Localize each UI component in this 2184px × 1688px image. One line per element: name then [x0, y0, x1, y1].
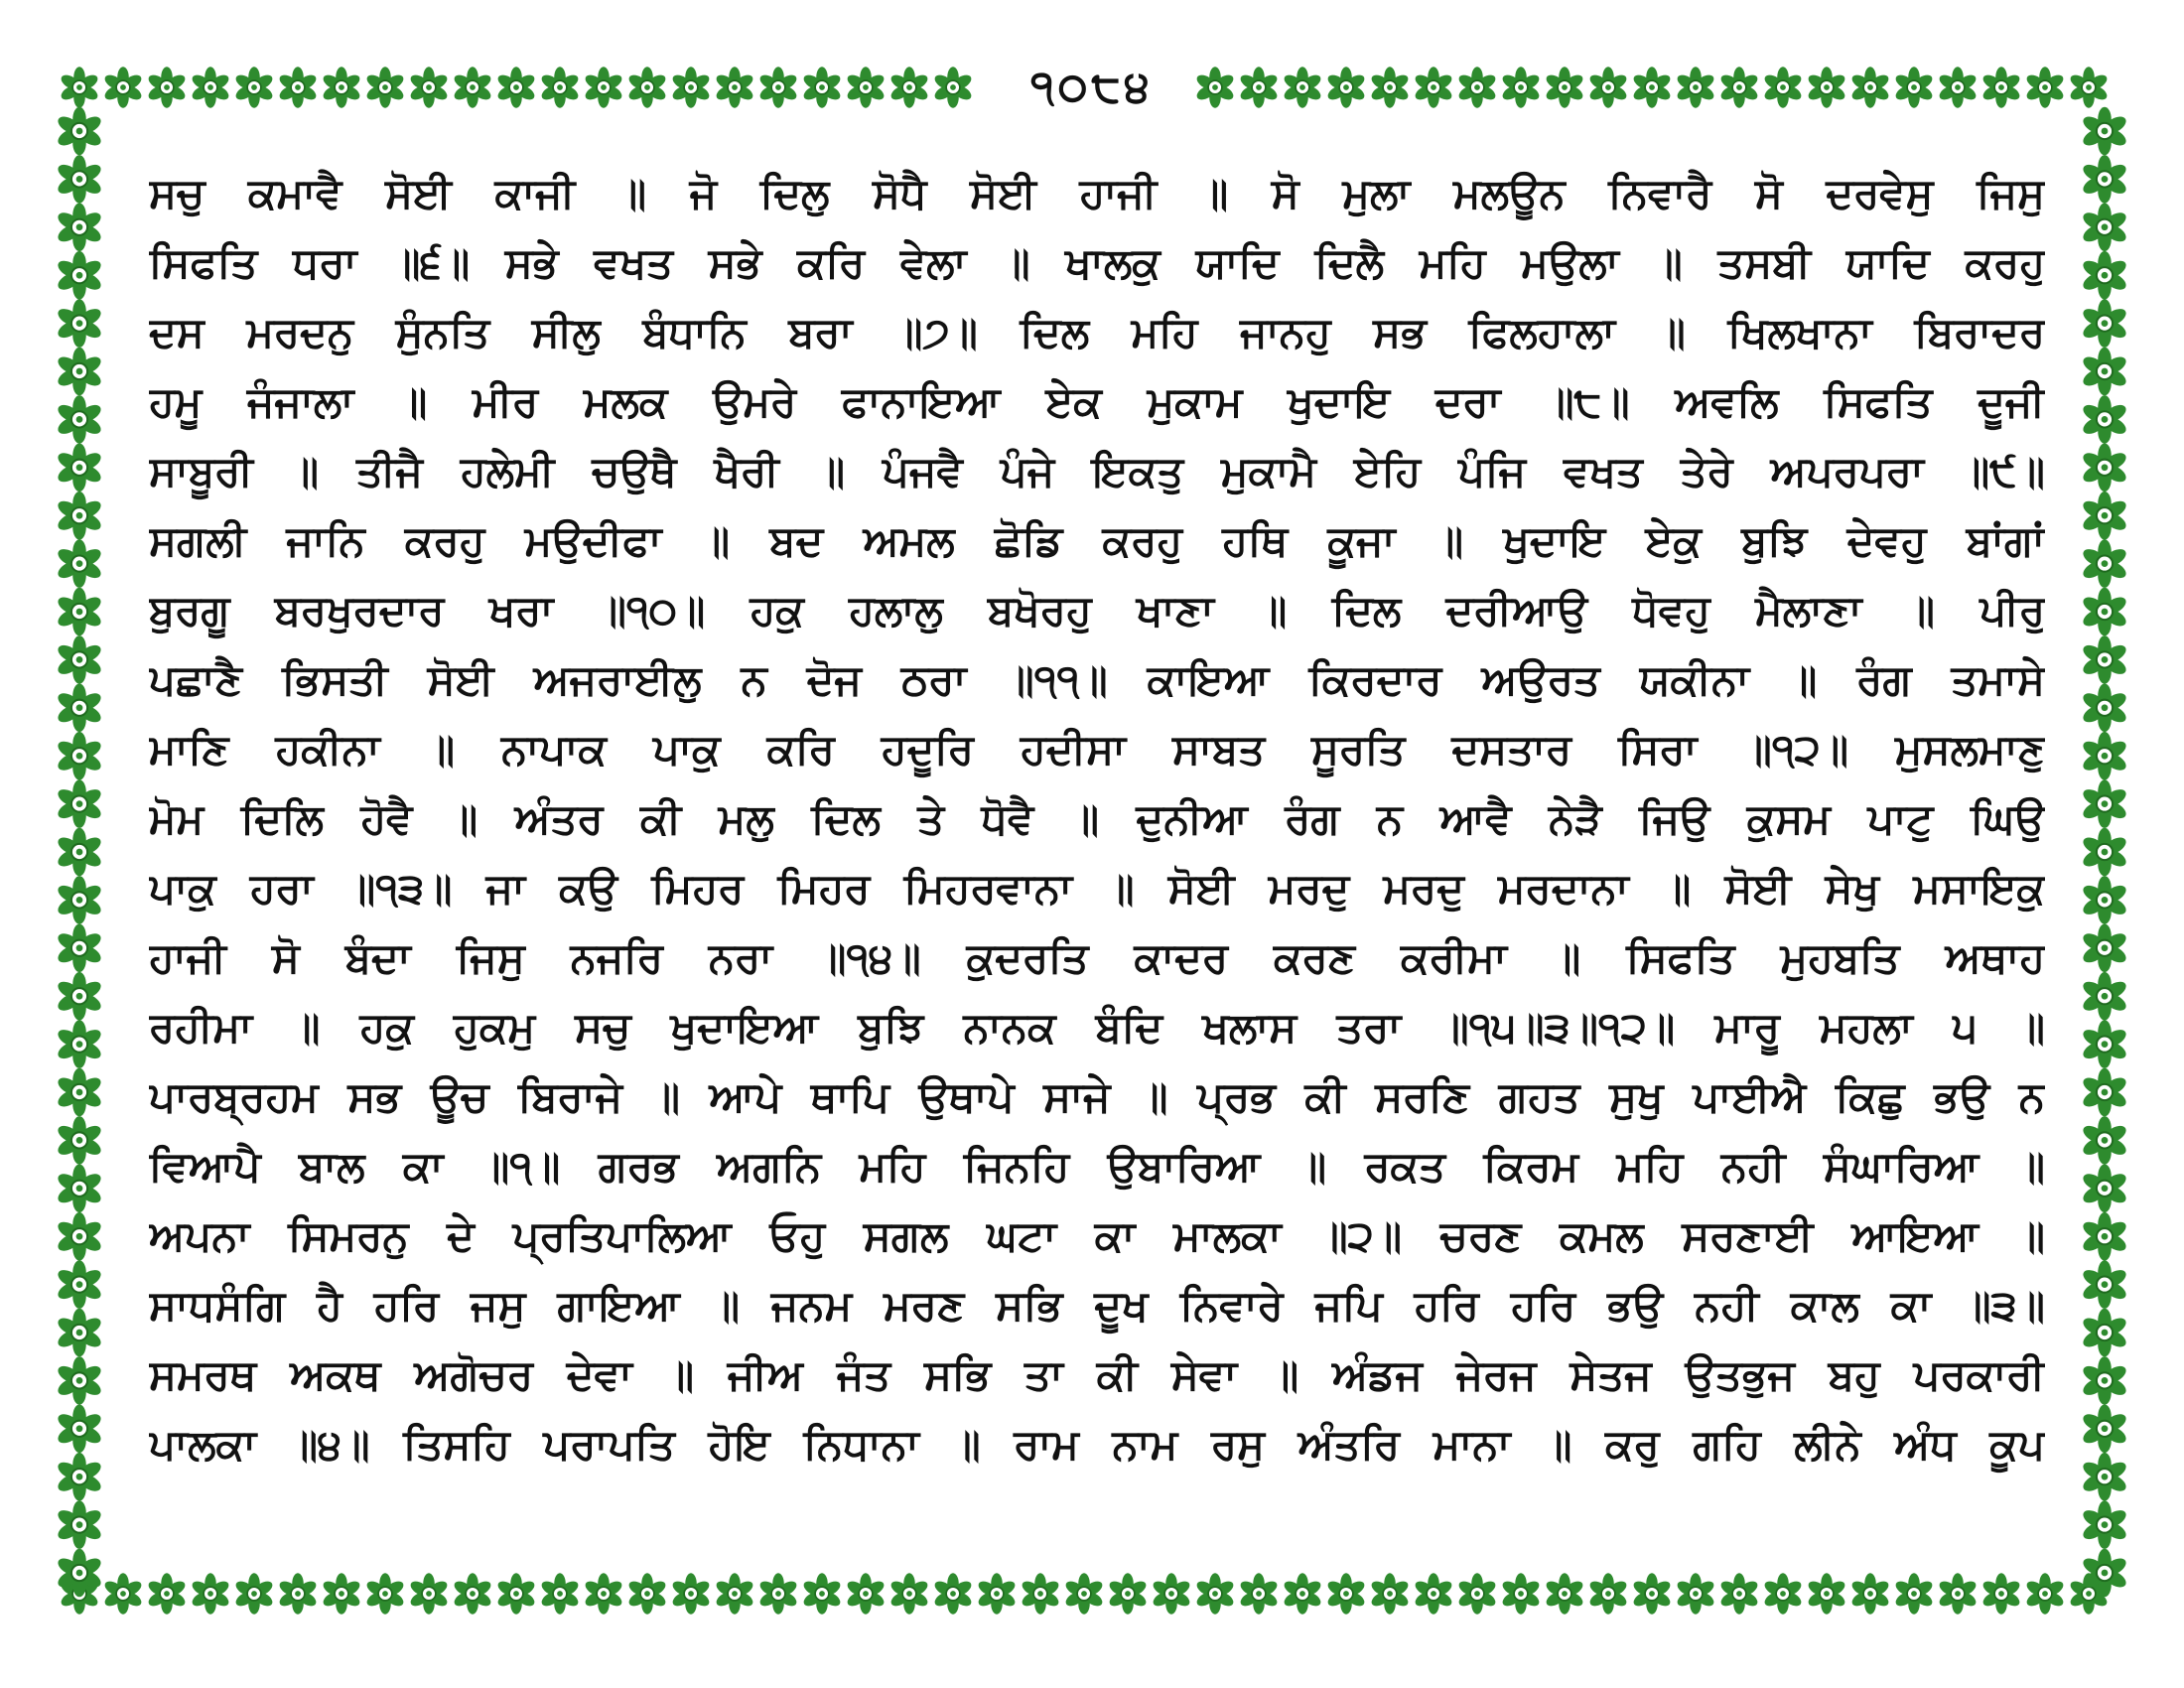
flower-icon: [56, 1020, 104, 1068]
flower-icon: [888, 1573, 930, 1614]
flower-icon: [2081, 1165, 2129, 1213]
flower-icon: [845, 1573, 887, 1614]
flower-icon: [539, 67, 581, 107]
flower-icon: [56, 1116, 104, 1165]
flower-icon: [56, 107, 104, 156]
flower-icon: [56, 828, 104, 877]
text-line: ਮੋਮ ਦਿਲਿ ਹੋਵੈ ॥ ਅੰਤਰ ਕੀ ਮਲੁ ਦਿਲ ਤੇ ਧੋਵੈ ॥ ਦੁਨੀਆ ਰੰਗ ਨ ਆਵੈ ਨੇੜੈ ਜਿਉ ਕੁਸਮ ਪਾਟੁ ਘਿਉ: [149, 794, 2045, 843]
flower-icon: [2081, 1309, 2129, 1357]
flower-icon: [56, 588, 104, 636]
flower-icon: [1937, 1573, 1979, 1614]
flower-icon: [1718, 67, 1760, 107]
flower-icon: [714, 67, 755, 107]
flower-icon: [1063, 1573, 1105, 1614]
flower-icon: [2081, 1068, 2129, 1117]
flower-icon: [452, 67, 493, 107]
flower-icon: [102, 67, 144, 107]
flower-icon: [1675, 67, 1716, 107]
flower-icon: [56, 972, 104, 1021]
flower-icon: [277, 67, 319, 107]
flower-icon: [2081, 1356, 2129, 1405]
flower-icon: [888, 67, 930, 107]
flower-icon: [757, 1573, 799, 1614]
flower-icon: [2068, 67, 2110, 107]
flower-icon: [2024, 1573, 2066, 1614]
flower-icon: [56, 444, 104, 492]
text-line: ਰਹੀਮਾ ॥ ਹਕੁ ਹੁਕਮੁ ਸਚੁ ਖੁਦਾਇਆ ਬੁਝਿ ਨਾਨਕ ਬੰਦਿ ਖਲਾਸ ਤਰਾ ॥੧੫॥੩॥੧੨॥ ਮਾਰੂ ਮਹਲਾ ੫ ॥: [149, 1003, 2045, 1052]
flower-icon: [364, 1573, 406, 1614]
text-line: ਸਾਧਸੰਗਿ ਹੈ ਹਰਿ ਜਸੁ ਗਾਇਆ ॥ ਜਨਮ ਮਰਣ ਸਭਿ ਦੂਖ ਨਿਵਾਰੇ ਜਪਿ ਹਰਿ ਹਰਿ ਭਉ ਨਹੀ ਕਾਲ ਕਾ ॥੩॥: [149, 1281, 2045, 1330]
flower-icon: [2081, 1453, 2129, 1501]
flower-icon: [59, 67, 100, 107]
flower-icon: [56, 1405, 104, 1454]
flower-icon: [1849, 67, 1891, 107]
flower-icon: [452, 1573, 493, 1614]
flower-icon: [2081, 684, 2129, 733]
flower-icon: [1937, 67, 1979, 107]
flower-icon: [408, 1573, 450, 1614]
flower-icon: [233, 67, 275, 107]
flower-icon: [932, 67, 974, 107]
flower-icon: [56, 492, 104, 540]
flower-icon: [1325, 67, 1367, 107]
flower-icon: [56, 204, 104, 252]
flower-icon: [1544, 1573, 1585, 1614]
flower-icon: [2081, 635, 2129, 684]
flower-icon: [1849, 1573, 1891, 1614]
flower-icon: [495, 1573, 537, 1614]
flower-icon: [233, 1573, 275, 1614]
flower-icon: [56, 1356, 104, 1405]
flower-icon: [932, 1573, 974, 1614]
text-line: ਪਛਾਣੈ ਭਿਸਤੀ ਸੋਈ ਅਜਰਾਈਲੁ ਨ ਦੋਜ ਠਰਾ ॥੧੧॥ ਕਾਇਆ ਕਿਰਦਾਰ ਅਉਰਤ ਯਕੀਨਾ ॥ ਰੰਗ ਤਮਾਸੇ: [149, 655, 2045, 704]
flower-icon: [1544, 67, 1585, 107]
flower-icon: [56, 876, 104, 924]
flower-icon: [56, 1212, 104, 1261]
flower-icon: [56, 348, 104, 396]
text-line: ਵਿਆਪੈ ਬਾਲ ਕਾ ॥੧॥ ਗਰਭ ਅਗਨਿ ਮਹਿ ਜਿਨਹਿ ਉਬਾਰਿਆ ॥ ਰਕਤ ਕਿਰਮ ਮਹਿ ਨਹੀ ਸੰਘਾਰਿਆ ॥: [149, 1142, 2045, 1191]
flower-icon: [146, 1573, 188, 1614]
text-line: ਬੁਰਗੂ ਬਰਖੁਰਦਾਰ ਖਰਾ ॥੧੦॥ ਹਕੁ ਹਲਾਲੁ ਬਖੋਰਹੁ ਖਾਣਾ ॥ ਦਿਲ ਦਰੀਆਉ ਧੋਵਹੁ ਮੈਲਾਣਾ ॥ ਪੀਰੁ: [149, 586, 2045, 634]
flower-icon: [364, 67, 406, 107]
flower-icon: [1980, 1573, 2022, 1614]
flower-icon: [2081, 444, 2129, 492]
flower-icon: [1456, 1573, 1498, 1614]
text-line: ਪਾਰਬ੍ਰਹਮ ਸਭ ਊਚ ਬਿਰਾਜੇ ॥ ਆਪੇ ਥਾਪਿ ਉਥਾਪੇ ਸਾਜੇ ॥ ਪ੍ਰਭ ਕੀ ਸਰਣਿ ਗਹਤ ਸੁਖੁ ਪਾਈਐ ਕਿਛੁ ਭਉ ਨ: [149, 1072, 2045, 1121]
flower-icon: [626, 1573, 668, 1614]
flower-icon: [56, 539, 104, 588]
flower-icon: [2081, 779, 2129, 828]
flower-icon: [2081, 732, 2129, 780]
flower-icon: [321, 1573, 362, 1614]
flower-icon: [1631, 1573, 1673, 1614]
flower-icon: [801, 1573, 843, 1614]
flower-icon: [2081, 972, 2129, 1021]
text-line: ਪਾਕੁ ਹਰਾ ॥੧੩॥ ਜਾ ਕਉ ਮਿਹਰ ਮਿਹਰ ਮਿਹਰਵਾਨਾ ॥ ਸੋਈ ਮਰਦੁ ਮਰਦੁ ਮਰਦਾਨਾ ॥ ਸੋਈ ਸੇਖੁ ਮਸਾਇਕੁ: [149, 864, 2045, 913]
page-number: ੧੦੮੪: [1003, 58, 1181, 117]
flower-icon: [56, 155, 104, 204]
flower-icon: [1413, 67, 1454, 107]
flower-icon: [2024, 67, 2066, 107]
flower-icon: [2081, 539, 2129, 588]
flower-icon: [2081, 155, 2129, 204]
flower-icon: [2081, 251, 2129, 300]
flower-icon: [1718, 1573, 1760, 1614]
flower-icon: [670, 67, 712, 107]
flower-icon: [1500, 67, 1542, 107]
text-line: ਸਿਫਤਿ ਧਰਾ ॥੬॥ ਸਭੇ ਵਖਤ ਸਭੇ ਕਰਿ ਵੇਲਾ ॥ ਖਾਲਕੁ ਯਾਦਿ ਦਿਲੈ ਮਹਿ ਮਉਲਾ ॥ ਤਸਬੀ ਯਾਦਿ ਕਰਹੁ: [149, 238, 2045, 287]
text-line: ਮਾਣਿ ਹਕੀਨਾ ॥ ਨਾਪਾਕ ਪਾਕੁ ਕਰਿ ਹਦੂਰਿ ਹਦੀਸਾ ਸਾਬਤ ਸੂਰਤਿ ਦਸਤਾਰ ਸਿਰਾ ॥੧੨॥ ਮੁਸਲਮਾਣੁ: [149, 725, 2045, 774]
flower-icon: [56, 1549, 104, 1598]
flower-icon: [56, 684, 104, 733]
flower-icon: [670, 1573, 712, 1614]
flower-icon: [2081, 348, 2129, 396]
flower-icon: [1413, 1573, 1454, 1614]
text-line: ਸਾਬੂਰੀ ॥ ਤੀਜੈ ਹਲੇਮੀ ਚਉਥੈ ਖੈਰੀ ॥ ਪੰਜਵੈ ਪੰਜੇ ਇਕਤੁ ਮੁਕਾਮੈ ਏਹਿ ਪੰਜਿ ਵਖਤ ਤੇਰੇ ਅਪਰਪਰਾ ॥੯॥: [149, 447, 2045, 495]
flower-icon: [583, 1573, 624, 1614]
flower-icon: [714, 1573, 755, 1614]
flower-icon: [1762, 1573, 1804, 1614]
flower-icon: [845, 67, 887, 107]
flower-icon: [1806, 67, 1847, 107]
flower-icon: [321, 67, 362, 107]
flower-icon: [976, 1573, 1018, 1614]
flower-icon: [1980, 67, 2022, 107]
flower-icon: [56, 299, 104, 348]
flower-icon: [190, 67, 231, 107]
flower-icon: [2081, 1405, 2129, 1454]
flower-icon: [2081, 1500, 2129, 1549]
flower-icon: [1631, 67, 1673, 107]
flower-icon: [1194, 1573, 1236, 1614]
flower-icon: [1893, 1573, 1935, 1614]
flower-icon: [56, 779, 104, 828]
text-line: ਪਾਲਕਾ ॥੪॥ ਤਿਸਹਿ ਪਰਾਪਤਿ ਹੋਇ ਨਿਧਾਨਾ ॥ ਰਾਮ ਨਾਮ ਰਸੁ ਅੰਤਰਿ ਮਾਨਾ ॥ ਕਰੁ ਗਹਿ ਲੀਨੇ ਅੰਧ ਕੂਪ: [149, 1420, 2045, 1469]
flower-icon: [2081, 876, 2129, 924]
flower-icon: [56, 1500, 104, 1549]
flower-icon: [56, 1309, 104, 1357]
flower-icon: [1500, 1573, 1542, 1614]
flower-icon: [56, 395, 104, 444]
flower-icon: [190, 1573, 231, 1614]
flower-icon: [801, 67, 843, 107]
text-line: ਹਮੂ ਜੰਜਾਲਾ ॥ ਮੀਰ ਮਲਕ ਉਮਰੇ ਫਾਨਾਇਆ ਏਕ ਮੁਕਾਮ ਖੁਦਾਇ ਦਰਾ ॥੮॥ ਅਵਲਿ ਸਿਫਤਿ ਦੂਜੀ: [149, 377, 2045, 426]
flower-icon: [56, 1260, 104, 1309]
flower-icon: [2081, 924, 2129, 973]
flower-icon: [583, 67, 624, 107]
flower-icon: [2081, 828, 2129, 877]
flower-icon: [495, 67, 537, 107]
flower-icon: [146, 67, 188, 107]
flower-icon: [277, 1573, 319, 1614]
text-line: ਸਗਲੀ ਜਾਨਿ ਕਰਹੁ ਮਉਦੀਫਾ ॥ ਬਦ ਅਮਲ ਛੋਡਿ ਕਰਹੁ ਹਥਿ ਕੂਜਾ ॥ ਖੁਦਾਇ ਏਕੁ ਬੁਝਿ ਦੇਵਹੁ ਬਾਂਗਾਂ: [149, 516, 2045, 565]
flower-icon: [2081, 395, 2129, 444]
flower-icon: [56, 635, 104, 684]
flower-icon: [757, 67, 799, 107]
flower-icon: [56, 732, 104, 780]
flower-icon: [2081, 588, 2129, 636]
flower-icon: [1893, 67, 1935, 107]
flower-icon: [1369, 1573, 1411, 1614]
flower-icon: [56, 1165, 104, 1213]
text-line: ਅਪਨਾ ਸਿਮਰਨੁ ਦੇ ਪ੍ਰਤਿਪਾਲਿਆ ਓਹੁ ਸਗਲ ਘਟਾ ਕਾ ਮਾਲਕਾ ॥੨॥ ਚਰਣ ਕਮਲ ਸਰਣਾਈ ਆਇਆ ॥: [149, 1211, 2045, 1260]
flower-icon: [1282, 1573, 1323, 1614]
flower-icon: [1587, 1573, 1629, 1614]
flower-icon: [1806, 1573, 1847, 1614]
flower-icon: [1194, 67, 1236, 107]
flower-icon: [1587, 67, 1629, 107]
flower-icon: [56, 1068, 104, 1117]
text-line: ਹਾਜੀ ਸੋ ਬੰਦਾ ਜਿਸੁ ਨਜਰਿ ਨਰਾ ॥੧੪॥ ਕੁਦਰਤਿ ਕਾਦਰ ਕਰਣ ਕਰੀਮਾ ॥ ਸਿਫਤਿ ਮੁਹਬਤਿ ਅਥਾਹ: [149, 933, 2045, 982]
flower-icon: [1456, 67, 1498, 107]
flower-icon: [2081, 107, 2129, 156]
flower-icon: [1325, 1573, 1367, 1614]
flower-icon: [2081, 1260, 2129, 1309]
flower-icon: [408, 67, 450, 107]
flower-icon: [1369, 67, 1411, 107]
scripture-text: [149, 159, 2045, 1479]
flower-icon: [2081, 1212, 2129, 1261]
text-line: ਸਮਰਥ ਅਕਥ ਅਗੋਚਰ ਦੇਵਾ ॥ ਜੀਅ ਜੰਤ ਸਭਿ ਤਾ ਕੀ ਸੇਵਾ ॥ ਅੰਡਜ ਜੇਰਜ ਸੇਤਜ ਉਤਭੁਜ ਬਹੁ ਪਰਕਾਰੀ: [149, 1350, 2045, 1399]
flower-icon: [2081, 492, 2129, 540]
flower-icon: [1762, 67, 1804, 107]
flower-icon: [2081, 299, 2129, 348]
flower-icon: [2081, 1116, 2129, 1165]
flower-icon: [102, 1573, 144, 1614]
text-line: ਸਚੁ ਕਮਾਵੈ ਸੋਈ ਕਾਜੀ ॥ ਜੋ ਦਿਲੁ ਸੋਧੈ ਸੋਈ ਹਾਜੀ ॥ ਸੋ ਮੁਲਾ ਮਲਊਨ ਨਿਵਾਰੈ ਸੋ ਦਰਵੇਸੁ ਜਿਸੁ: [149, 169, 2045, 217]
flower-icon: [56, 924, 104, 973]
flower-icon: [2081, 1020, 2129, 1068]
flower-icon: [1107, 1573, 1149, 1614]
flower-icon: [2081, 204, 2129, 252]
text-line: ਦਸ ਮਰਦਨੁ ਸੁੰਨਤਿ ਸੀਲੁ ਬੰਧਾਨਿ ਬਰਾ ॥੭॥ ਦਿਲ ਮਹਿ ਜਾਨਹੁ ਸਭ ਫਿਲਹਾਲਾ ॥ ਖਿਲਖਾਨਾ ਬਿਰਾਦਰ: [149, 308, 2045, 356]
flower-icon: [539, 1573, 581, 1614]
flower-icon: [626, 67, 668, 107]
flower-icon: [1238, 1573, 1280, 1614]
flower-icon: [1675, 1573, 1716, 1614]
flower-icon: [1238, 67, 1280, 107]
flower-icon: [1282, 67, 1323, 107]
flower-icon: [1020, 1573, 1061, 1614]
flower-icon: [56, 251, 104, 300]
flower-icon: [56, 1453, 104, 1501]
flower-icon: [1151, 1573, 1192, 1614]
